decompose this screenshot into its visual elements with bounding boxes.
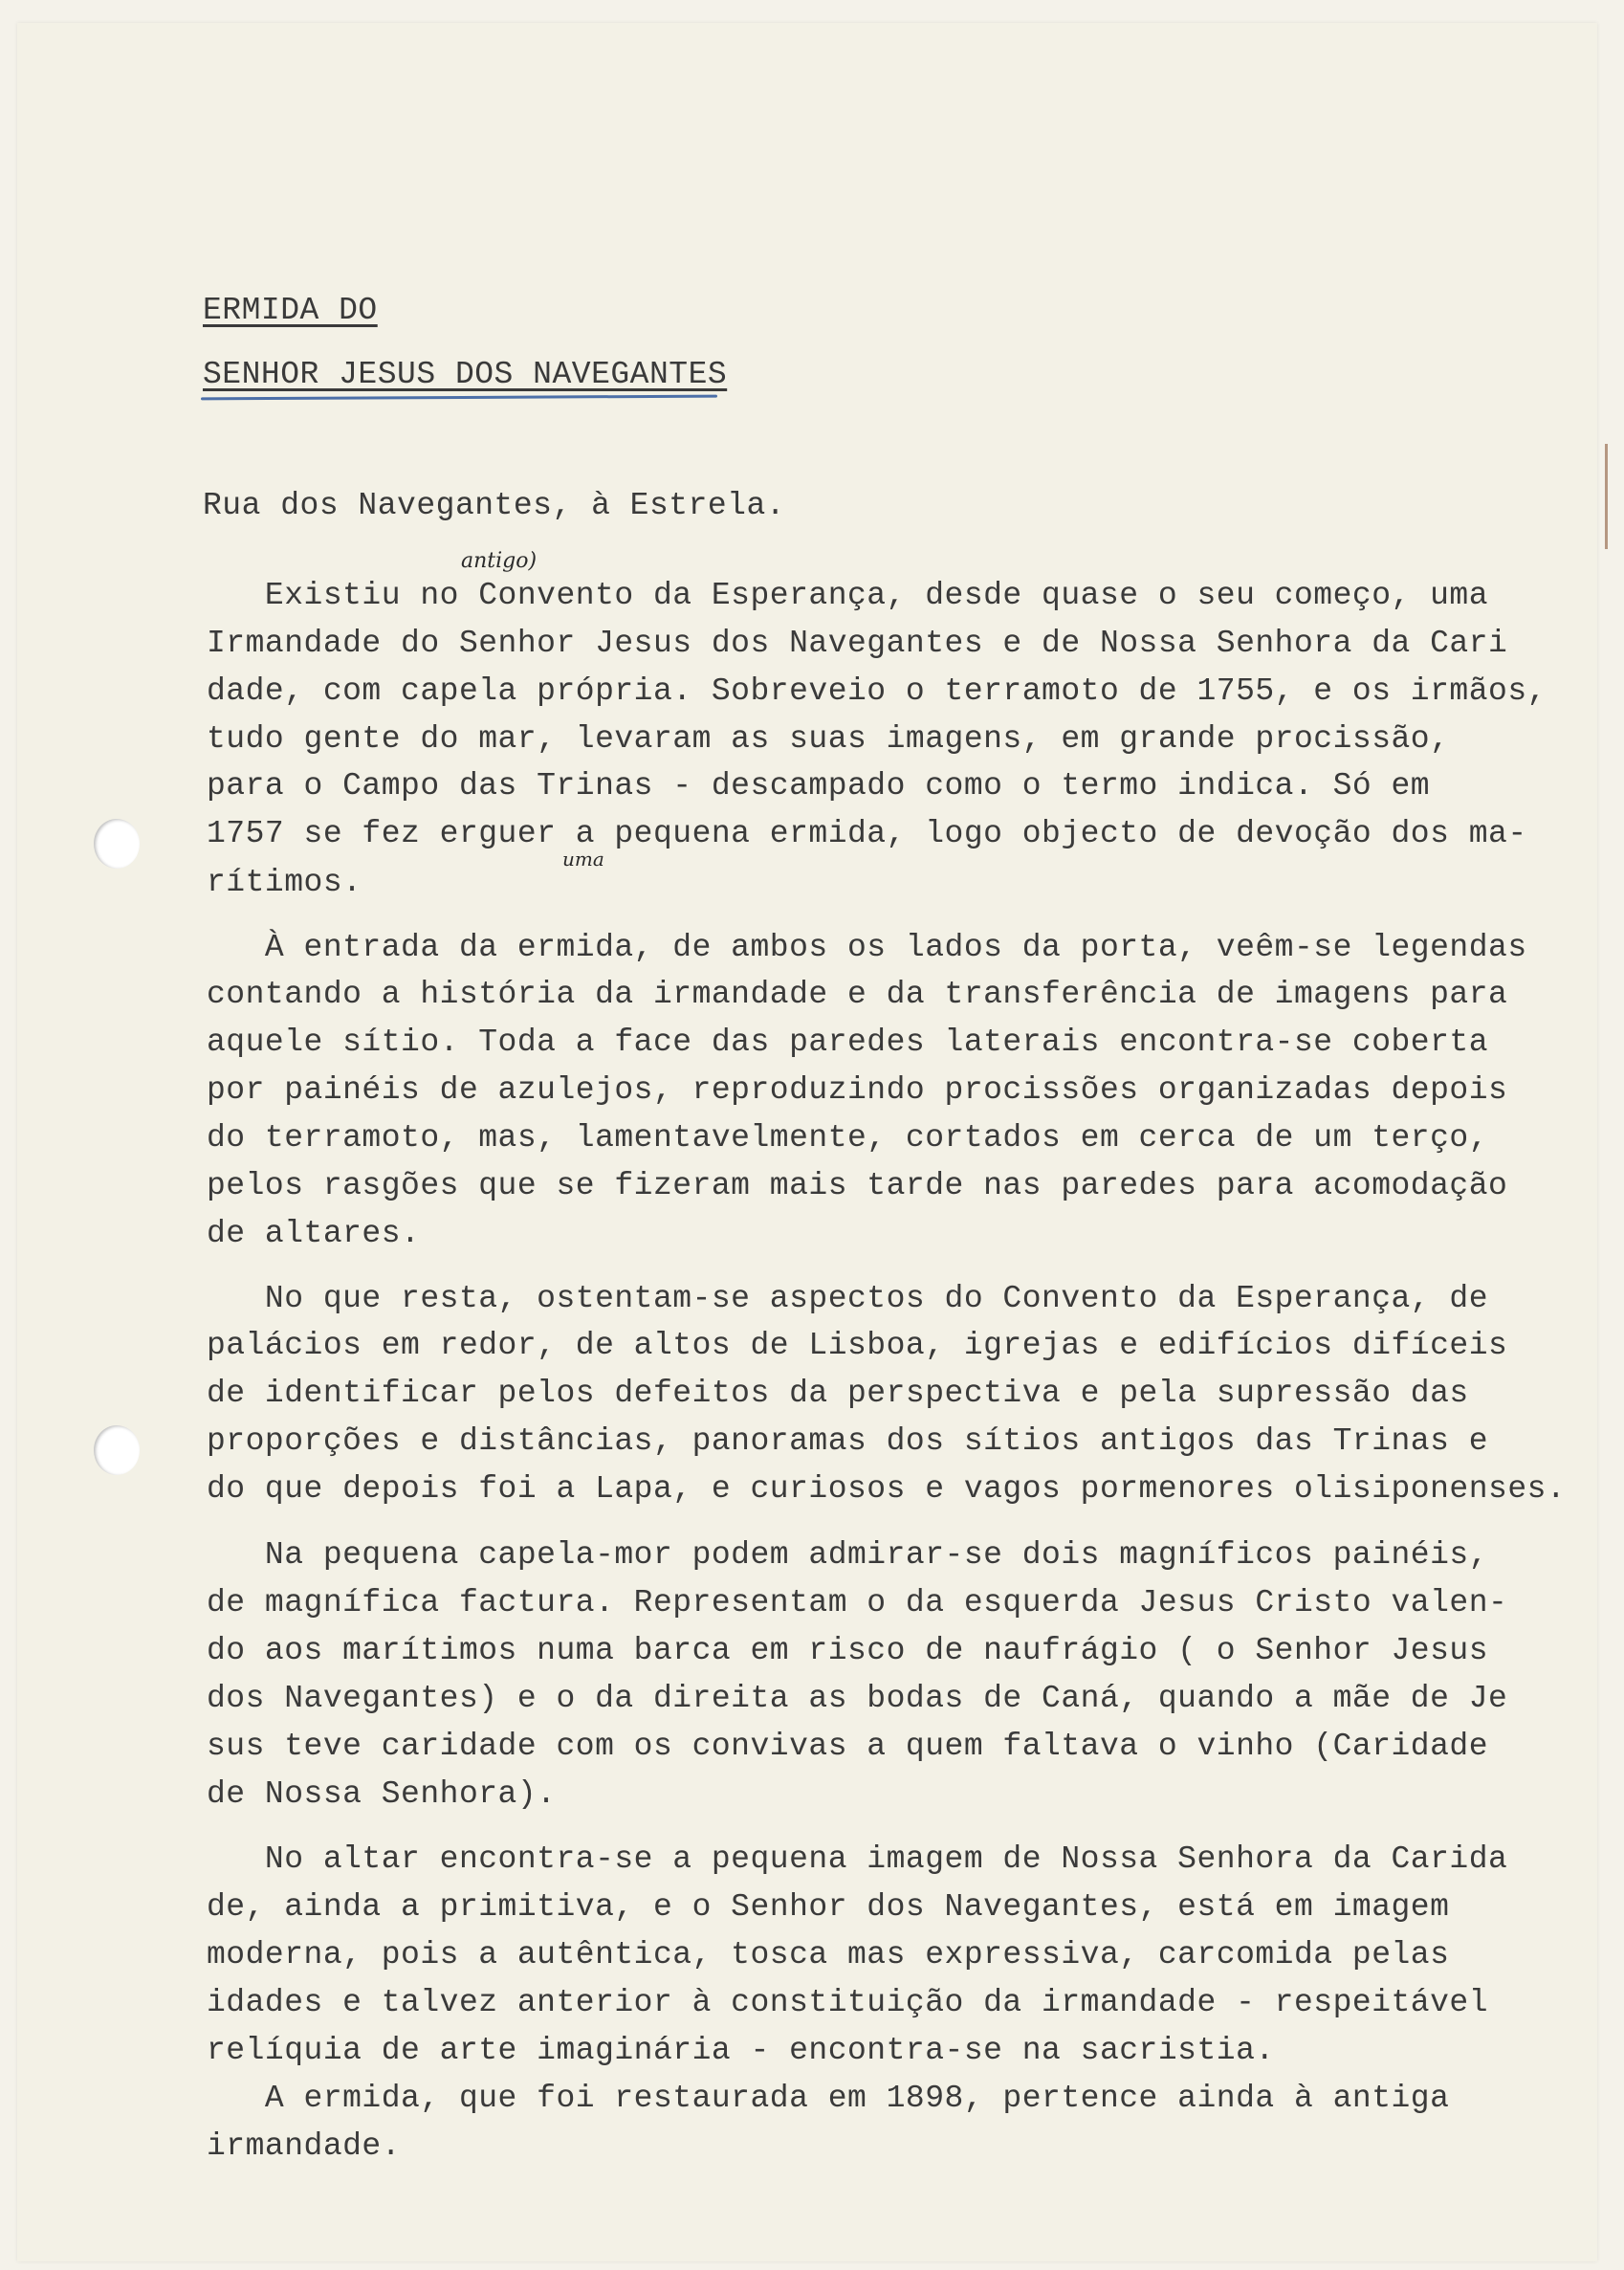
title-line-2: SENHOR JESUS DOS NAVEGANTES bbox=[203, 357, 728, 392]
body-line: À entrada da ermida, de ambos os lados da porta, veêm-se legendas bbox=[207, 930, 1527, 965]
handwritten-annotation-uma: uma bbox=[562, 848, 604, 871]
body-line: dos Navegantes) e o da direita as bodas de Caná, quando a mãe de Je bbox=[207, 1681, 1508, 1716]
body-line: relíquia de arte imaginária - encontra-se na sacristia. bbox=[207, 2033, 1275, 2068]
body-line: Irmandade do Senhor Jesus dos Navegantes e de Nossa Senhora da Cari bbox=[207, 626, 1508, 661]
body-line: de altares. bbox=[207, 1216, 421, 1251]
body-line: idades e talvez anterior à constituição da irmandade - respeitável bbox=[207, 1985, 1489, 2020]
edge-stain bbox=[1605, 444, 1608, 549]
body-line: de identificar pelos defeitos da perspectiva e pela supressão das bbox=[207, 1376, 1469, 1411]
body-line: Existiu no Convento da Esperança, desde quase o seu começo, uma bbox=[207, 578, 1489, 613]
body-line: palácios em redor, de altos de Lisboa, igrejas e edifícios difíceis bbox=[207, 1328, 1508, 1363]
address-line: Rua dos Navegantes, à Estrela. bbox=[203, 488, 786, 523]
punch-hole-bottom bbox=[94, 1425, 140, 1475]
title-line-1: ERMIDA DO bbox=[203, 293, 378, 328]
body-line: aquele sítio. Toda a face das paredes laterais encontra-se coberta bbox=[207, 1025, 1489, 1060]
body-line: de Nossa Senhora). bbox=[207, 1776, 557, 1812]
body-line: rítimos. bbox=[207, 865, 362, 900]
body-line: moderna, pois a autêntica, tosca mas expressiva, carcomida pelas bbox=[207, 1937, 1450, 1972]
body-line: do que depois foi a Lapa, e curiosos e vagos pormenores olisiponenses. bbox=[207, 1471, 1567, 1507]
body-line: dade, com capela própria. Sobreveio o terramoto de 1755, e os irmãos, bbox=[207, 673, 1547, 709]
handwritten-annotation-antigo: antigo) bbox=[461, 549, 538, 573]
body-line: do aos marítimos numa barca em risco de naufrágio ( o Senhor Jesus bbox=[207, 1633, 1489, 1668]
body-line: A ermida, que foi restaurada em 1898, pertence ainda à antiga bbox=[207, 2081, 1450, 2116]
body-line: tudo gente do mar, levaram as suas imagens, em grande procissão, bbox=[207, 721, 1450, 757]
body-line: de, ainda a primitiva, e o Senhor dos Navegantes, está em imagem bbox=[207, 1889, 1450, 1925]
body-line: para o Campo das Trinas - descampado como o termo indica. Só em bbox=[207, 768, 1431, 804]
body-line: de magnífica factura. Representam o da esquerda Jesus Cristo valen- bbox=[207, 1585, 1508, 1620]
body-line: pelos rasgões que se fizeram mais tarde nas paredes para acomodação bbox=[207, 1168, 1508, 1203]
body-line: proporções e distâncias, panoramas dos sítios antigos das Trinas e bbox=[207, 1423, 1489, 1459]
body-line: contando a história da irmandade e da transferência de imagens para bbox=[207, 977, 1508, 1012]
body-line: sus teve caridade com os convivas a quem faltava o vinho (Caridade bbox=[207, 1729, 1489, 1764]
punch-hole-top bbox=[94, 819, 140, 869]
body-line: por painéis de azulejos, reproduzindo procissões organizadas depois bbox=[207, 1072, 1508, 1108]
body-line: No altar encontra-se a pequena imagem de Nossa Senhora da Carida bbox=[207, 1841, 1508, 1877]
body-line: No que resta, ostentam-se aspectos do Convento da Esperança, de bbox=[207, 1281, 1489, 1316]
body-line: 1757 se fez erguer a pequena ermida, logo objecto de devoção dos ma- bbox=[207, 816, 1527, 851]
body-line: do terramoto, mas, lamentavelmente, cortados em cerca de um terço, bbox=[207, 1120, 1489, 1156]
body-line: irmandade. bbox=[207, 2128, 402, 2164]
body-line: Na pequena capela-mor podem admirar-se dois magníficos painéis, bbox=[207, 1537, 1489, 1573]
